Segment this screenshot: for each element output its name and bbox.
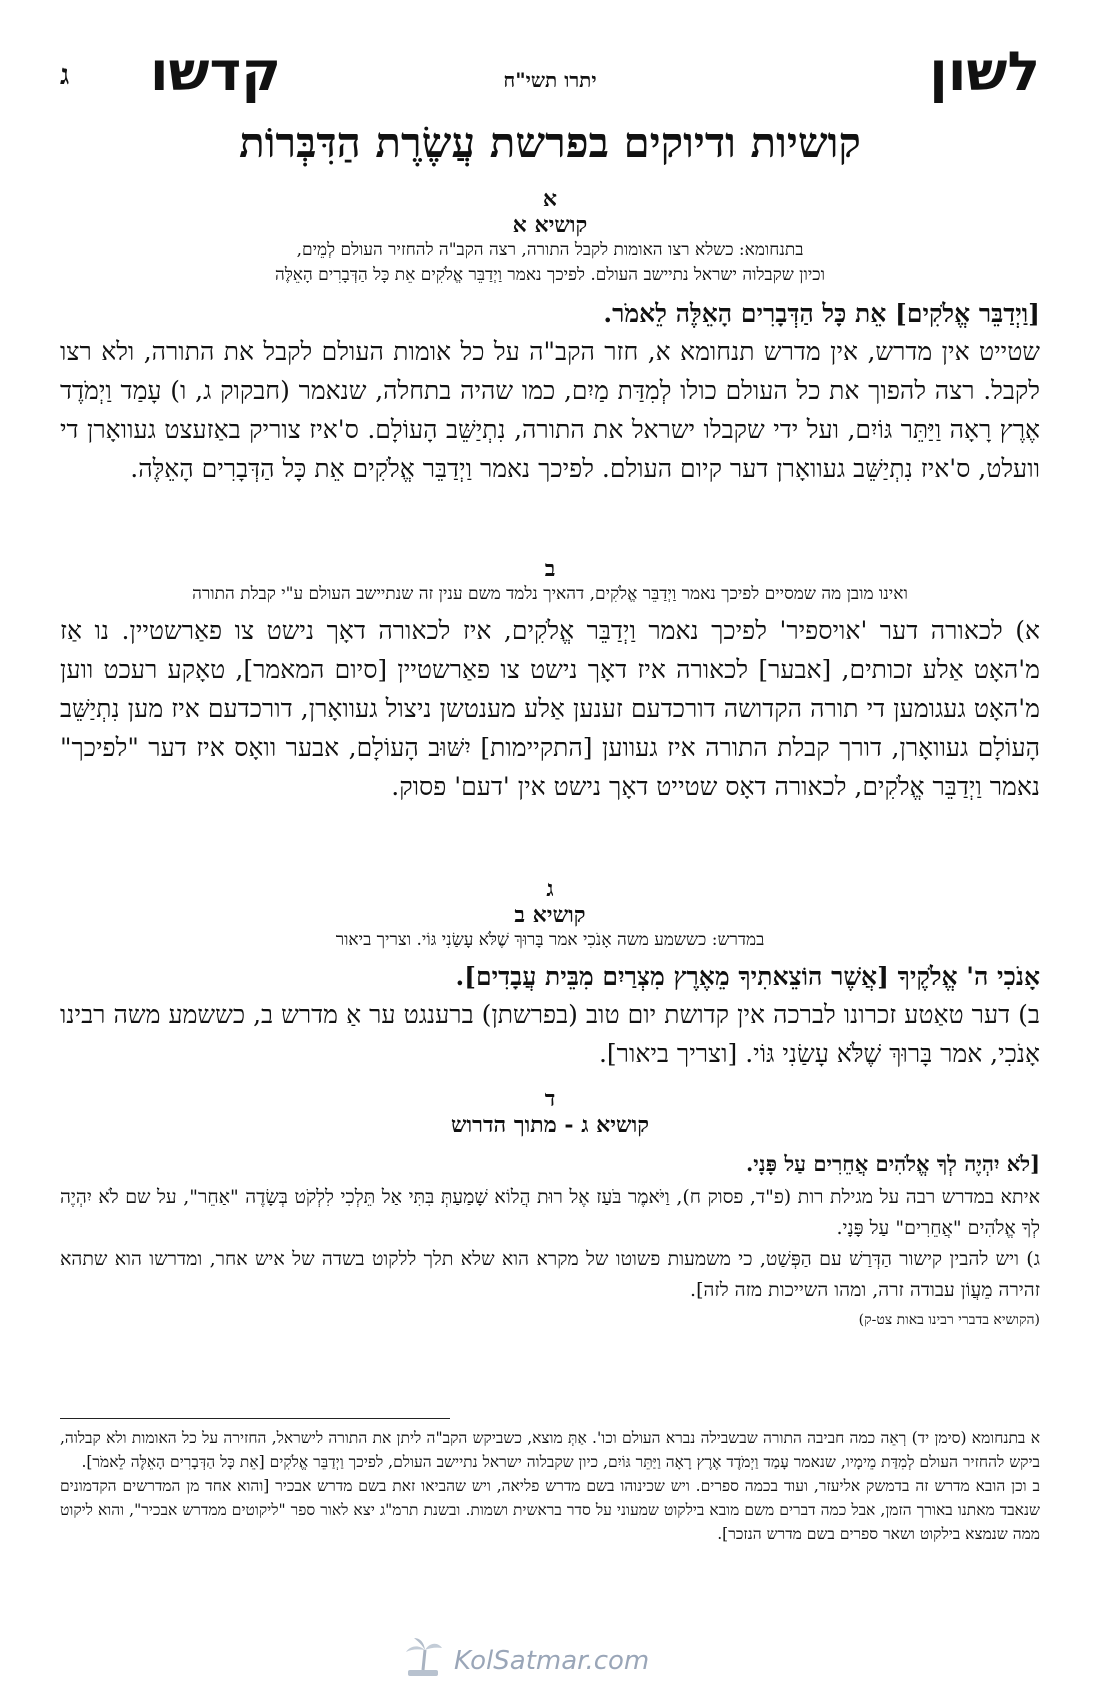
section-intro: ואינו מובן מה שמסיים לפיכך נאמר וַיְדַבֵּר אֱלֹקִים, דהאיך נלמד משם ענין זה שנתיישב העולם ע"י קבלת התורה <box>192 584 908 604</box>
pasuk-quote: [לֹא יִהְיֶה לְךָ אֱלֹהִים אֲחֵרִים עַל פָּנָי. <box>745 1151 1040 1176</box>
footnotes <box>60 1426 1040 1546</box>
body-paragraph: א) לכאורה דער 'אויספיר' לפיכך נאמר וַיְדַבֵּר אֱלֹקִים, איז לכאורה דאָך נישט צו פאַרשטיין. נו אַז מ'האָט אַלע זכותים, [אבער] לכאורה איז דאָך נישט צו פאַרשטיין [סיום המאמר], טאָקע רעכט ווען מ'האָט געגומען די תורה הקדושה דורכדעם זענען אַלע מענטשן ניצול געוואָרן, דורכדעם איז מען נִתְיַשֵּׁב הָעוֹלָם געוואָרן, דורך קבלת התורה איז געווען [התקיימות] יִשּׁוּב הָעוֹלָם, אבער וואָס איז דער "לפיכך" נאמר וַיְדַבֵּר אֱלֹקִים, לכאורה דאָס שטייט דאָך נישט אין 'דעם' פסוק. <box>60 616 1040 801</box>
body-paragraph: ג) ויש להבין קישור הַדְּרַשׁ עם הַפְּשַׁט, כי משמעות פשוטו של מקרא הוא שלא תלך ללקוט בשדה של איש אחר, ומדרשו הוא שתהא זהירה מֵעֲוֹן עבודה זרה, ומהו השייכות מזה לזה]. <box>60 1248 1040 1301</box>
kushya-title: קושיא ב <box>514 902 586 928</box>
section-g <box>60 876 1040 1073</box>
page-title: קושיות ודיוקים בפרשת עֲשֶׂרֶת הַדִּבְּרוֹת <box>239 118 861 167</box>
section-letter: ב <box>544 556 556 582</box>
section-letter: ד <box>544 1086 556 1112</box>
section-d <box>60 1086 1040 1329</box>
page-header <box>60 40 1040 110</box>
section-b <box>60 556 1040 806</box>
masthead-right: לשון <box>929 40 1040 103</box>
section-intro: במדרש: כששמע משה אָנֹכִי אמר בָּרוּךְ שֶׁלֹּא עָשַׂנִי גּוֹי. וצריך ביאור <box>335 930 765 950</box>
pasuk-quote: [וַיְדַבֵּר אֱלֹקִים] אֵת כָּל הַדְּבָרִים הָאֵלֶּה לֵאמֹר. <box>603 299 1040 328</box>
section-a <box>60 186 1040 488</box>
body-paragraph: איתא במדרש רבה על מגילת רות (פ"ד, פסוק ח), וַיֹּאמֶר בֹּעַז אֶל רוּת הֲלוֹא שָׁמַעַתְּ בִּתִּי אַל תֵּלְכִי לִלְקֹט בְּשָׂדֶה "אַחֵר", על שם לֹא יִהְיֶה לְךָ אֱלֹהִים "אֲחֵרִים" עַל פָּנָי. <box>60 1186 1040 1239</box>
section-letter: א <box>542 186 558 212</box>
footnote-a: א בתנחומא (סימן יד) רְאֵה כמה חביבה התורה שבשבילה נברא העולם וכו'. אַתְּ מוצא, כשביקש הקב"ה ליתן את התורה לישראל, החזירה על כל האומות ולא קבלוה, ביקש להחזיר העולם לְמִדַּת מֵימָיו, שנאמר עָמַד וַיְמֹדֶד אֶרֶץ רָאָה וַיַּתֵּר גּוֹיִם, כיון שקבלוה ישראל נתיישב העולם, לפיכך וַיְדַבֵּר אֱלֹקִים [אֵת כָּל הַדְּבָרִים הָאֵלֶּה לֵאמֹר]. <box>60 1429 1040 1471</box>
parsha-label: יתרו תשי"ח <box>503 68 597 92</box>
palm-tree-icon <box>400 1636 446 1686</box>
body-paragraph: ב) דער טאַטע זכרונו לברכה אין קדושת יום טוב (בפרשתן) ברענגט ער אַ מדרש ב, כששמע משה רבינו אָנֹכִי, אמר בָּרוּךְ שֶׁלֹּא עָשַׂנִי גּוֹי. [וצריך ביאור]. <box>60 1000 1040 1068</box>
kushya-title: קושיא ג - מתוך הדרוש <box>450 1112 650 1138</box>
section-intro: וכיון שקבלוה ישראל נתיישב העולם. לפיכך נאמר וַיְדַבֵּר אֱלֹקִים אֵת כָּל הַדְּבָרִים הָאֵלֶּה <box>275 265 825 285</box>
pasuk-quote: אָנֹכִי ה' אֱלֹקֶיךָ [אֲשֶׁר הוֹצֵאתִיךָ מֵאֶרֶץ מִצְרַיִם מִבֵּית עֲבָדִים]. <box>455 962 1040 991</box>
cross-reference-note: (הקושיא בדברי רבינו באות צט-ק) <box>858 1312 1040 1328</box>
site-watermark <box>400 1636 649 1686</box>
footnote-separator <box>60 1418 450 1419</box>
masthead-left: קדשו <box>150 40 281 103</box>
watermark-text: KolSatmar.com <box>454 1646 650 1676</box>
kushya-title: קושיא א <box>512 212 588 238</box>
page-number: ג <box>60 58 70 91</box>
body-paragraph: שטייט אין מדרש, אין מדרש תנחומא א, חזר הקב"ה על כל אומות העולם לקבל את התורה, ולא רצו לקבל. רצה להפוך את כל העולם כולו לְמִדַּת מַיִם, כמו שהיה בתחלה, שנאמר (חבקוק ג, ו) עָמַד וַיְמֹדֶד אֶרֶץ רָאָה וַיַּתֵּר גּוֹיִם, ועל ידי שקבלו ישראל את התורה, נִתְיַשֵּׁב הָעוֹלָם. ס'איז צוריק באַזעצט געוואָרן די וועלט, ס'איז נִתְיַשֵּׁב געוואָרן דער קיום העולם. לפיכך נאמר וַיְדַבֵּר אֱלֹקִים אֵת כָּל הַדְּבָרִים הָאֵלֶּה. <box>60 337 1040 483</box>
footnote-b: ב וכן הובא מדרש זה בדמשק אליעזר, ועוד בכמה ספרים. ויש שכינוהו בשם מדרש פליאה, ויש שהביאו זאת בשם מדרש אבכיר [והוא אחד מן המדרשים הקדמונים שנאבד מאתנו באורך הזמן, אבל כמה דברים משם מובא בילקוט שמעוני על סדר בראשית ושמות. ובשנת תרמ"ג יצא לאור ספר "ליקוטים ממדרש אבכיר", והוא ליקוט ממה שנמצא בילקוט ושאר ספרים בשם מדרש הנזכר]. <box>60 1477 1040 1543</box>
section-intro: בתנחומא: כשלא רצו האומות לקבל התורה, רצה הקב"ה להחזיר העולם לְמֵים, <box>296 240 804 260</box>
section-letter: ג <box>546 876 554 902</box>
